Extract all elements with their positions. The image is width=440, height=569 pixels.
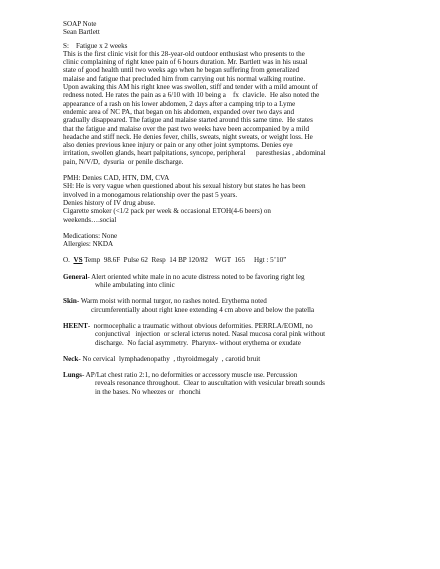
exam-text: - Alert oriented white male in no acute distress noted to be favoring right leg <box>87 272 305 281</box>
objective-prefix: O. <box>63 256 70 265</box>
subjective-line: endemic area of NC PA, that began on his abdomen, expanded over two days and <box>63 107 295 116</box>
subjective-line: redness noted. He rates the pain as a 6/10 with 10 being a fx clavicle. He also noted the <box>63 91 320 100</box>
document-title: SOAP Note <box>63 20 97 28</box>
smoking-history-line: weekends….social <box>63 215 117 224</box>
exam-neck <box>63 355 400 363</box>
subjective-line: appearance of a rash on his lower abdomen, 2 days after a camping trip to a Lyme <box>63 99 296 108</box>
social-history-line: involved in a monogamous relationship over the past 5 years. <box>63 190 238 199</box>
exam-line: while ambulating into clinic <box>95 281 175 290</box>
vitals-text: Temp 98.6F Pulse 62 Resp 14 BP 120/82 WGT 165 Hgt : 5’10” <box>82 256 287 265</box>
exam-label: Lungs <box>63 371 82 380</box>
exam-heent <box>63 322 400 347</box>
exam-line <box>63 297 400 305</box>
exam-label: Neck <box>63 354 79 363</box>
exam-text: - normocephalic a traumatic without obvious deformities. PERRLA/EOMI, no <box>87 321 313 330</box>
exam-line: reveals resonance throughout. Clear to auscultation with vesicular breath sounds <box>95 379 325 388</box>
chief-complaint <box>63 42 400 50</box>
subjective-line: This is the first clinic visit for this 28-year-old outdoor enthusiast who presents to the <box>63 49 305 58</box>
exam-skin <box>63 297 400 314</box>
medications-line: Medications: None <box>63 231 118 240</box>
subjective-line: clinic complaining of right knee pain of 6 hours duration. Mr. Bartlett was in his usual <box>63 58 308 67</box>
subjective-line: also denies previous knee injury or pain or any other joint symptoms. Denies eye <box>63 141 293 150</box>
subjective-line: irritation, swollen glands, heart palpitations, syncope, peripheral paresthesias , abdominal <box>63 149 326 158</box>
exam-line <box>63 273 400 281</box>
exam-label: General <box>63 272 88 281</box>
exam-lungs <box>63 371 400 396</box>
exam-text: - No cervical lymphadenopathy , thyroidmegaly , carotid bruit <box>78 354 261 363</box>
medications-section <box>63 232 400 249</box>
exam-text: - AP/Lat chest ratio 2:1, no deformities or accessory muscle use. Percussion <box>81 371 298 380</box>
subjective-line: Upon awaking this AM his right knee was swollen, stiff and tender with a mild amount of <box>63 83 318 92</box>
subjective-line: state of good health until two weeks ago when he began suffering from generalized <box>63 66 300 75</box>
history-section <box>63 174 400 224</box>
chief-complaint-text: Fatigue x 2 weeks <box>76 41 128 50</box>
subjective-line: gradually disappeared. The fatigue and malaise started around this same time. He states <box>63 116 313 125</box>
exam-general <box>63 273 400 290</box>
drug-history-line: Denies history of IV drug abuse. <box>63 198 156 207</box>
exam-line: in the bases. No wheezes or rhonchi <box>95 387 201 396</box>
smoking-history-line: Cigarette smoker (<1/2 pack per week & occasional ETOH(4-6 beers) on <box>63 207 271 216</box>
allergies-line: Allergies: NKDA <box>63 240 114 249</box>
subjective-line: that the fatigue and malaise over the past two weeks have been accompanied by a mild <box>63 124 310 133</box>
exam-text: - Warm moist with normal turgor, no rashes noted. Erythema noted <box>76 297 267 306</box>
exam-line: discharge. No facial asymmetry. Pharynx- without erythema or exudate <box>95 338 301 347</box>
exam-label: Skin <box>63 297 77 306</box>
exam-line: conjunctival injection or scleral icterus noted. Nasal mucosa coral pink without <box>95 330 326 339</box>
exam-line <box>63 322 400 330</box>
subjective-section <box>63 42 400 166</box>
subjective-line: headache and stiff neck. He denies fever, chills, sweats, night sweats, or weight loss. He <box>63 132 313 141</box>
vs-label: VS <box>73 256 83 265</box>
exam-line <box>63 355 400 363</box>
exam-line: circumferentially about right knee extending 4 cm above and below the patella <box>91 305 315 314</box>
subjective-line: malaise and fatigue that precluded him from carrying out his normal walking routine. <box>63 74 306 83</box>
social-history-line: SH: He is very vague when questioned about his sexual history but states he has been <box>63 182 306 191</box>
patient-name: Sean Bartlett <box>63 28 100 37</box>
exam-label: HEENT <box>63 321 88 330</box>
vital-signs-line <box>63 256 400 264</box>
exam-line <box>63 371 400 379</box>
subjective-label: S: <box>63 41 69 50</box>
pmh-line: PMH: Denies CAD, HTN, DM, CVA <box>63 174 170 183</box>
subjective-line: pain, N/V/D, dysuria or penile discharge. <box>63 157 184 166</box>
